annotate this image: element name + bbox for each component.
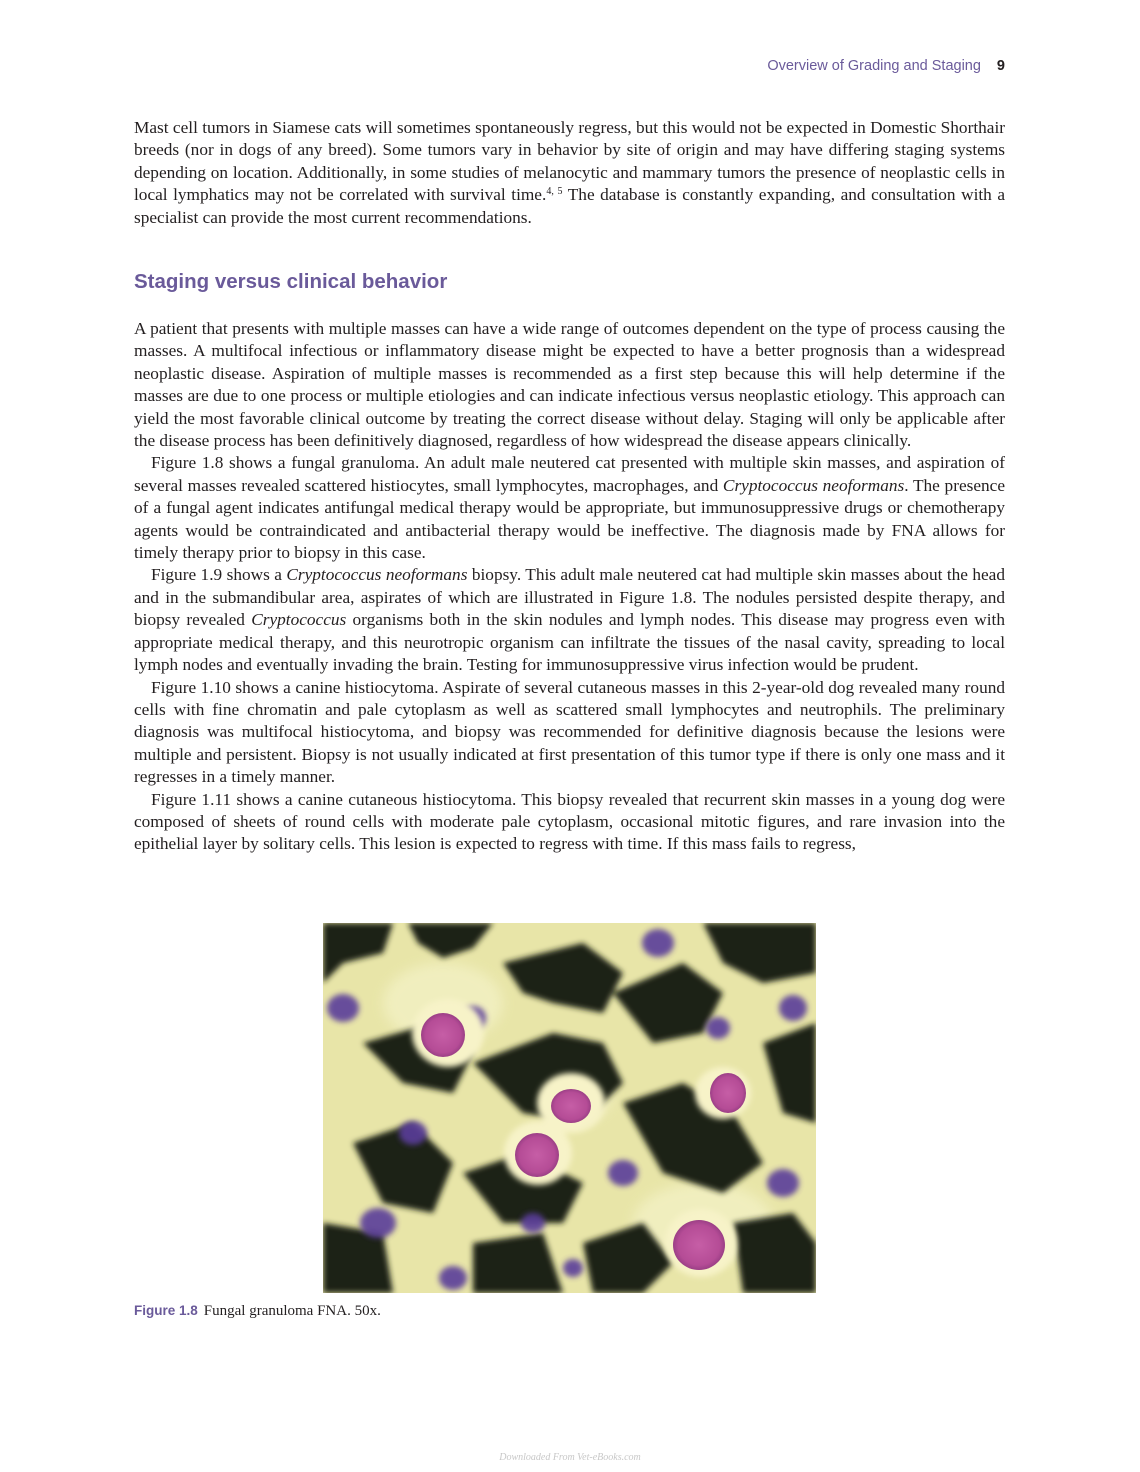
genus-name: Cryptococcus <box>251 610 347 630</box>
paragraph-3-text-mid: biopsy. This adult male neutered cat had multiple skin masses about the head and in the submandibular area, aspirates of which are illustrated in Figure 1.8. The nodules persisted despite therapy, and biopsy revealed <box>134 565 1005 630</box>
paragraph-5: Figure 1.11 shows a canine cutaneous histiocytoma. This biopsy revealed that recurrent skin masses in a young dog were composed of sheets of round cells with moderate pale cytoplasm, occasional mitotic figures, and rare invasion into the epithelial layer by solitary cells. This lesion is expected to regress with time. If this mass fails to regress, <box>134 789 1005 854</box>
caption-text: Fungal granuloma FNA. 50x. <box>203 1303 381 1319</box>
micrograph-image <box>323 923 816 1293</box>
paragraph-3-text-end: organisms both in the skin nodules and lymph nodes. This disease may progress even with appropriate medical therapy, and this neurotropic organism can infiltrate the tissues of the nasal cavity, spreading to local lymph nodes and eventually invading the brain. Testing for immunosuppressive virus infection would be prudent. <box>134 610 1005 675</box>
micrograph-figure <box>323 923 816 1293</box>
figure-label: Figure 1.8 <box>134 1303 198 1318</box>
species-name: Cryptococcus neoformans <box>286 565 468 585</box>
page-number: 9 <box>996 58 1005 74</box>
section-body <box>134 318 1005 856</box>
paragraph-3-text: Figure 1.9 shows a <box>151 565 287 585</box>
paragraph-1: A patient that presents with multiple masses can have a wide range of outcomes dependent on the type of process causing the masses. A multifocal infectious or inflammatory disease might be expected to have a better prognosis than a widespread neoplastic disease. Aspiration of multiple masses is recommended as a first step because this will help determine if the masses are due to one process or multiple etiologies and can indicate infectious versus neoplastic etiology. This approach can yield the most favorable clinical outcome by treating the correct disease without delay. Staging will only be applicable after the disease process has been definitively diagnosed, regardless of how widespread the disease appears clinically. <box>134 319 1005 451</box>
figure-caption <box>134 1303 381 1320</box>
running-title: Overview of Grading and Staging <box>767 58 981 74</box>
citation-superscript: 4, 5 <box>546 186 563 198</box>
running-head <box>767 58 1005 74</box>
section-heading: Staging versus clinical behavior <box>134 270 448 293</box>
paragraph-2 <box>134 452 1005 564</box>
paragraph-2-text-end: . The presence of a fungal agent indicates antifungal medical therapy would be appropriate, but immunosuppressive drugs or chemotherapy agents would be contraindicated and antibacterial therapy would be ineffective. The diagnosis made by FNA allows for timely therapy prior to biopsy in this case. <box>134 475 1005 563</box>
paragraph-4: Figure 1.10 shows a canine histiocytoma. Aspirate of several cutaneous masses in this 2-year-old dog revealed many round cells with fine chromatin and pale cytoplasm as well as scattered small lymphocytes and neutrophils. The preliminary diagnosis was multifocal histiocytoma, and biopsy was recommended for definitive diagnosis because the lesions were multiple and persistent. Biopsy is not usually indicated at first presentation of this tumor type if there is only one mass and it regresses in a timely manner. <box>134 677 1005 787</box>
intro-text: Mast cell tumors in Siamese cats will sometimes spontaneously regress, but this would not be expected in Domestic Shorthair breeds (nor in dogs of any breed). Some tumors vary in behavior by site of origin and may have differing staging systems depending on location. Additionally, in some studies of melanocytic and mammary tumors the presence of neoplastic cells in local lymphatics may not be correlated with survival time. <box>134 118 1005 205</box>
species-name: Cryptococcus neoformans <box>722 475 905 495</box>
paragraph-3 <box>134 564 1005 676</box>
download-watermark: Downloaded From Vet-eBooks.com <box>499 1452 641 1463</box>
intro-paragraph <box>134 117 1005 229</box>
paragraph-2-text: Figure 1.8 shows a fungal granuloma. An adult male neutered cat presented with multiple skin masses, and aspiration of several masses revealed scattered histiocytes, small lymphocytes, macrophages, and <box>134 453 1005 495</box>
intro-text-continued: The database is constantly expanding, and consultation with a specialist can provide the most current recommendations. <box>134 185 1006 227</box>
